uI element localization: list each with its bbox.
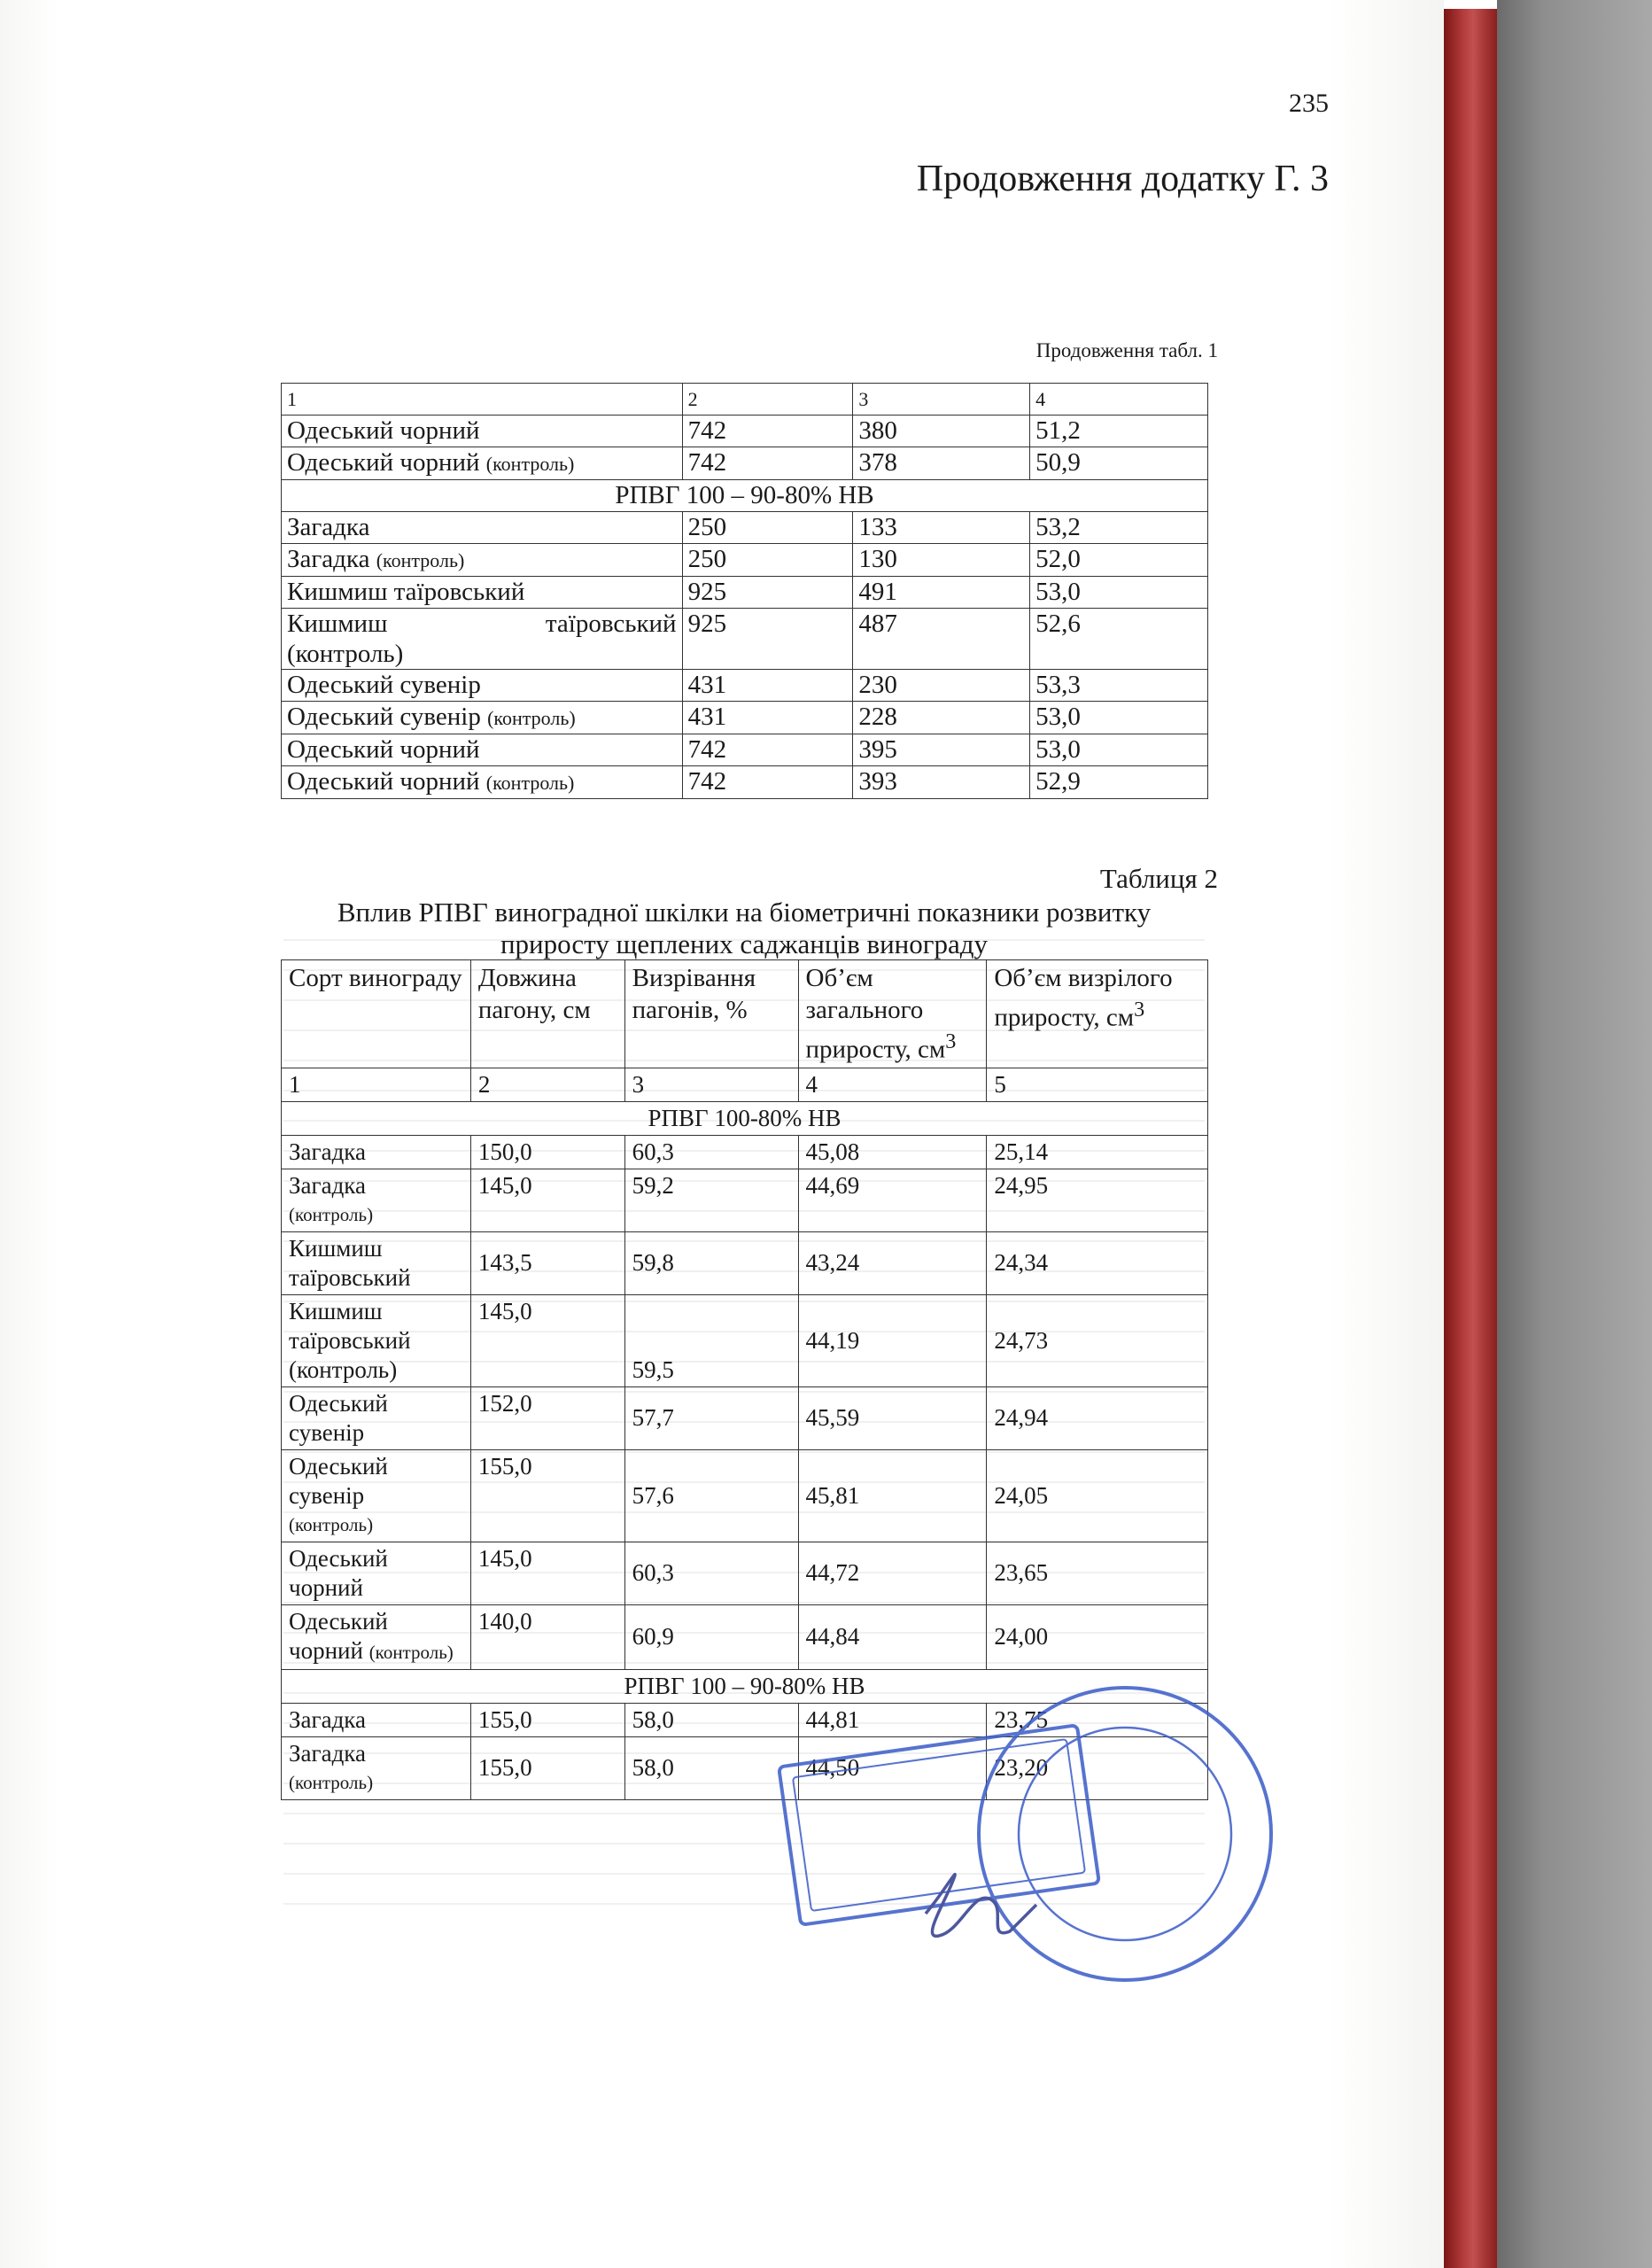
table-header-row [282, 384, 1208, 416]
section-heading: РПВГ 100-80% НВ [282, 1101, 1208, 1135]
value-cell: 44,19 [798, 1294, 987, 1386]
variety-cell: Одеський чорний [282, 1542, 471, 1604]
value-cell: 53,2 [1030, 512, 1208, 544]
value-cell: 53,3 [1030, 670, 1208, 702]
table-row [282, 1542, 1208, 1604]
value-cell: 742 [682, 416, 853, 447]
rectangular-stamp-inner [793, 1739, 1085, 1911]
variety-cell: Одеський чорний (контроль) [282, 766, 683, 799]
value-cell: 145,0 [470, 1169, 624, 1231]
section-row [282, 1101, 1208, 1135]
value-cell: 24,94 [987, 1386, 1208, 1449]
value-cell: 145,0 [470, 1294, 624, 1386]
value-cell: 53,0 [1030, 702, 1208, 734]
table-row [282, 702, 1208, 734]
column-number: 2 [470, 1068, 624, 1101]
value-cell: 378 [853, 447, 1030, 480]
value-cell: 24,05 [987, 1449, 1208, 1542]
value-cell: 155,0 [470, 1449, 624, 1542]
value-cell: 44,72 [798, 1542, 987, 1604]
column-number: 4 [798, 1068, 987, 1101]
value-cell: 925 [682, 609, 853, 670]
table-row [282, 1294, 1208, 1386]
value-cell: 44,81 [798, 1703, 987, 1736]
variety-cell: Одеський чорний [282, 734, 683, 766]
value-cell: 51,2 [1030, 416, 1208, 447]
value-cell: 44,69 [798, 1169, 987, 1231]
value-cell: 155,0 [470, 1703, 624, 1736]
column-number-row [282, 1068, 1208, 1101]
value-cell: 395 [853, 734, 1030, 766]
table-row [282, 1449, 1208, 1542]
table-row [282, 1386, 1208, 1449]
value-cell: 44,84 [798, 1604, 987, 1669]
value-cell: 52,0 [1030, 544, 1208, 577]
value-cell: 491 [853, 577, 1030, 609]
variety-cell: Загадка [282, 1135, 471, 1169]
book-binding-edge [1444, 9, 1497, 2268]
value-cell: 24,73 [987, 1294, 1208, 1386]
value-cell: 57,7 [624, 1386, 798, 1449]
variety-cell: Загадка (контроль) [282, 1736, 471, 1799]
variety-cell: Одеський сувенір (контроль) [282, 1449, 471, 1542]
variety-cell: Загадка [282, 1703, 471, 1736]
value-cell: 250 [682, 512, 853, 544]
value-cell: 53,0 [1030, 734, 1208, 766]
table-row [282, 416, 1208, 447]
value-cell: 145,0 [470, 1542, 624, 1604]
variety-cell: Кишмиш таїровський (контроль) [282, 609, 683, 670]
value-cell: 60,3 [624, 1542, 798, 1604]
table-row [282, 670, 1208, 702]
official-stamp [771, 1683, 1346, 2055]
value-cell: 24,34 [987, 1231, 1208, 1294]
table-2 [281, 959, 1208, 1800]
value-cell: 24,95 [987, 1169, 1208, 1231]
value-cell: 228 [853, 702, 1030, 734]
value-cell: 393 [853, 766, 1030, 799]
variety-cell: Кишмиш таїровський [282, 577, 683, 609]
column-number: 3 [624, 1068, 798, 1101]
header-maturation: Визрівання пагонів, % [624, 960, 798, 1068]
value-cell: 155,0 [470, 1736, 624, 1799]
column-number: 4 [1030, 384, 1208, 416]
column-number: 1 [282, 1068, 471, 1101]
table-row [282, 512, 1208, 544]
header-total-growth-volume: Об’єм загального приросту, $см^3$ [798, 960, 987, 1068]
appendix-title: Продовження додатку Г. 3 [916, 159, 1329, 199]
value-cell: 742 [682, 447, 853, 480]
column-number: 1 [282, 384, 683, 416]
value-cell: 43,24 [798, 1231, 987, 1294]
table2-title: Вплив РПВГ виноградної шкілки на біометричні показники розвитку приросту щеплених саджанців винограду [337, 897, 1152, 959]
variety-cell: Загадка (контроль) [282, 1169, 471, 1231]
value-cell: 45,59 [798, 1386, 987, 1449]
header-shoot-length: Довжина пагону, см [470, 960, 624, 1068]
value-cell: 23,65 [987, 1542, 1208, 1604]
value-cell: 140,0 [470, 1604, 624, 1669]
value-cell: 23,75 [987, 1703, 1208, 1736]
table-row [282, 1135, 1208, 1169]
value-cell: 742 [682, 734, 853, 766]
variety-cell: Одеський чорний (контроль) [282, 1604, 471, 1669]
variety-cell: Одеський сувенір [282, 1386, 471, 1449]
table-row [282, 734, 1208, 766]
section-row [282, 480, 1208, 512]
value-cell: 60,9 [624, 1604, 798, 1669]
variety-cell: Загадка [282, 512, 683, 544]
table-row [282, 1231, 1208, 1294]
value-cell: 58,0 [624, 1736, 798, 1799]
value-cell: 431 [682, 702, 853, 734]
table-row [282, 1604, 1208, 1669]
table2-label: Таблиця 2 [1099, 863, 1218, 894]
variety-cell: Кишмиш таїровський (контроль) [282, 1294, 471, 1386]
column-number: 2 [682, 384, 853, 416]
value-cell: 59,2 [624, 1169, 798, 1231]
value-cell: 431 [682, 670, 853, 702]
column-number: 5 [987, 1068, 1208, 1101]
table-row [282, 766, 1208, 799]
value-cell: 130 [853, 544, 1030, 577]
value-cell: 58,0 [624, 1703, 798, 1736]
value-cell: 45,08 [798, 1135, 987, 1169]
value-cell: 25,14 [987, 1135, 1208, 1169]
value-cell: 45,81 [798, 1449, 987, 1542]
value-cell: 24,00 [987, 1604, 1208, 1669]
section-heading: РПВГ 100 – 90-80% НВ [282, 480, 1208, 512]
value-cell: 150,0 [470, 1135, 624, 1169]
value-cell: 152,0 [470, 1386, 624, 1449]
table-header-row [282, 960, 1208, 1068]
value-cell: 44,50 [798, 1736, 987, 1799]
variety-cell: Одеський чорний [282, 416, 683, 447]
value-cell: 925 [682, 577, 853, 609]
value-cell: 52,6 [1030, 609, 1208, 670]
value-cell: 742 [682, 766, 853, 799]
variety-cell: Одеський сувенір [282, 670, 683, 702]
value-cell: 380 [853, 416, 1030, 447]
value-cell: 59,5 [624, 1294, 798, 1386]
table1-caption: Продовження табл. 1 [1035, 339, 1218, 361]
table-row [282, 577, 1208, 609]
value-cell: 59,8 [624, 1231, 798, 1294]
table-1-continuation [281, 383, 1208, 799]
value-cell: 53,0 [1030, 577, 1208, 609]
stamp-inner-ring [1019, 1728, 1231, 1940]
section-heading: РПВГ 100 – 90-80% НВ [282, 1669, 1208, 1703]
table-row [282, 544, 1208, 577]
scan-shadow [1497, 0, 1652, 2268]
variety-cell: Кишмиш таїровський [282, 1231, 471, 1294]
value-cell: 133 [853, 512, 1030, 544]
variety-cell: Одеський чорний (контроль) [282, 447, 683, 480]
value-cell: 57,6 [624, 1449, 798, 1542]
value-cell: 143,5 [470, 1231, 624, 1294]
table-row [282, 609, 1208, 670]
table-row [282, 1169, 1208, 1231]
value-cell: 487 [853, 609, 1030, 670]
column-number: 3 [853, 384, 1030, 416]
variety-cell: Загадка (контроль) [282, 544, 683, 577]
value-cell: 230 [853, 670, 1030, 702]
value-cell: 250 [682, 544, 853, 577]
variety-cell: Одеський сувенір (контроль) [282, 702, 683, 734]
value-cell: 52,9 [1030, 766, 1208, 799]
header-mature-growth-volume: Об’єм визрілого приросту, $см^3$ [987, 960, 1208, 1068]
signature [926, 1875, 1036, 1937]
page-number: 235 [1289, 89, 1329, 118]
value-cell: 60,3 [624, 1135, 798, 1169]
table-row [282, 447, 1208, 480]
value-cell: 23,20 [987, 1736, 1208, 1799]
value-cell: 50,9 [1030, 447, 1208, 480]
header-variety: Сорт винограду [282, 960, 471, 1068]
